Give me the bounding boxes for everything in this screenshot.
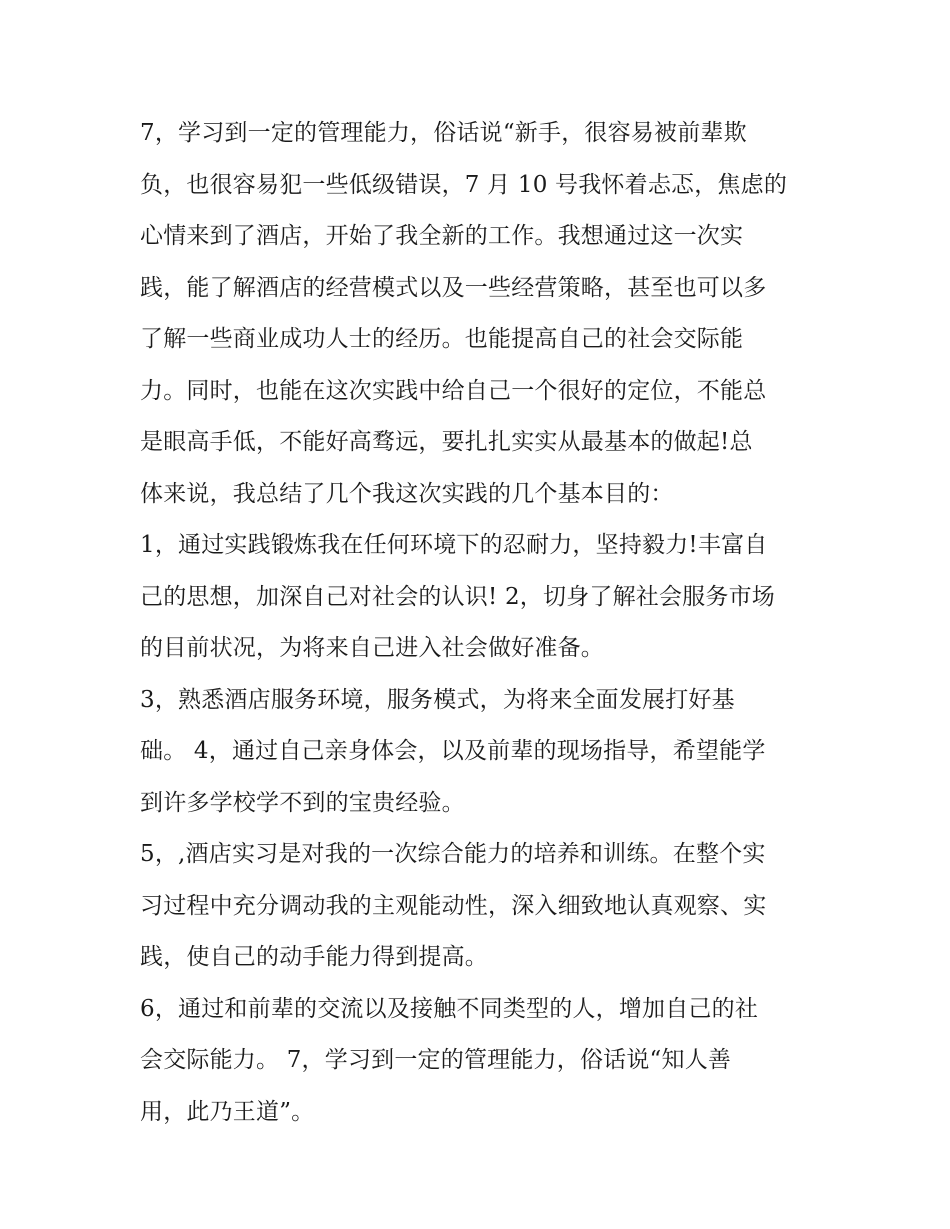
text-line: 6，通过和前辈的交流以及接触不同类型的人，增加自己的社 [140, 995, 759, 1022]
document-body [140, 108, 820, 1138]
text-line: 7，学习到一定的管理能力，俗话说“新手，很容易被前辈欺 [140, 120, 747, 146]
text-line: 践，能了解酒店的经营模式以及一些经营策略，甚至也可以多 [140, 274, 767, 301]
text-line: 己的思想，加深自己对社会的认识! 2，切身了解社会服务市场 [140, 583, 775, 610]
text-line: 3，熟悉酒店服务环境，服务模式，为将来全面发展打好基 [140, 686, 735, 713]
text-line: 践，使自己的动手能力得到提高。 [140, 944, 488, 970]
text-line: 用，此乃王道”。 [140, 1098, 315, 1125]
text-line: 负，也很容易犯一些低级错误，7 月 10 号我怀着忐忑，焦虑的 [140, 171, 788, 198]
text-line: 1，通过实践锻炼我在任何环境下的忍耐力，坚持毅力!丰富自 [140, 532, 768, 558]
text-line: 会交际能力。 7，学习到一定的管理能力，俗话说“知人善 [140, 1047, 732, 1073]
text-line: 5，,酒店实习是对我的一次综合能力的培养和训练。在整个实 [140, 841, 766, 867]
text-line: 习过程中充分调动我的主观能动性，深入细致地认真观察、实 [140, 892, 767, 919]
text-line: 到许多学校学不到的宝贵经验。 [140, 789, 465, 816]
text-line: 础。 4，通过自己亲身体会，以及前辈的现场指导，希望能学 [140, 738, 766, 764]
text-line: 是眼高手低，不能好高骛远，要扎扎实实从最基本的做起!总 [140, 429, 753, 455]
text-line: 的目前状况，为将来自己进入社会做好准备。 [140, 635, 604, 661]
text-line: 力。同时，也能在这次实践中给自己一个很好的定位，不能总 [140, 377, 767, 404]
text-line: 了解一些商业成功人士的经历。也能提高自己的社会交际能 [140, 326, 744, 352]
text-line: 心情来到了酒店，开始了我全新的工作。我想通过这一次实 [140, 223, 744, 249]
text-line: 体来说，我总结了几个我这次实践的几个基本目的： [140, 480, 674, 507]
